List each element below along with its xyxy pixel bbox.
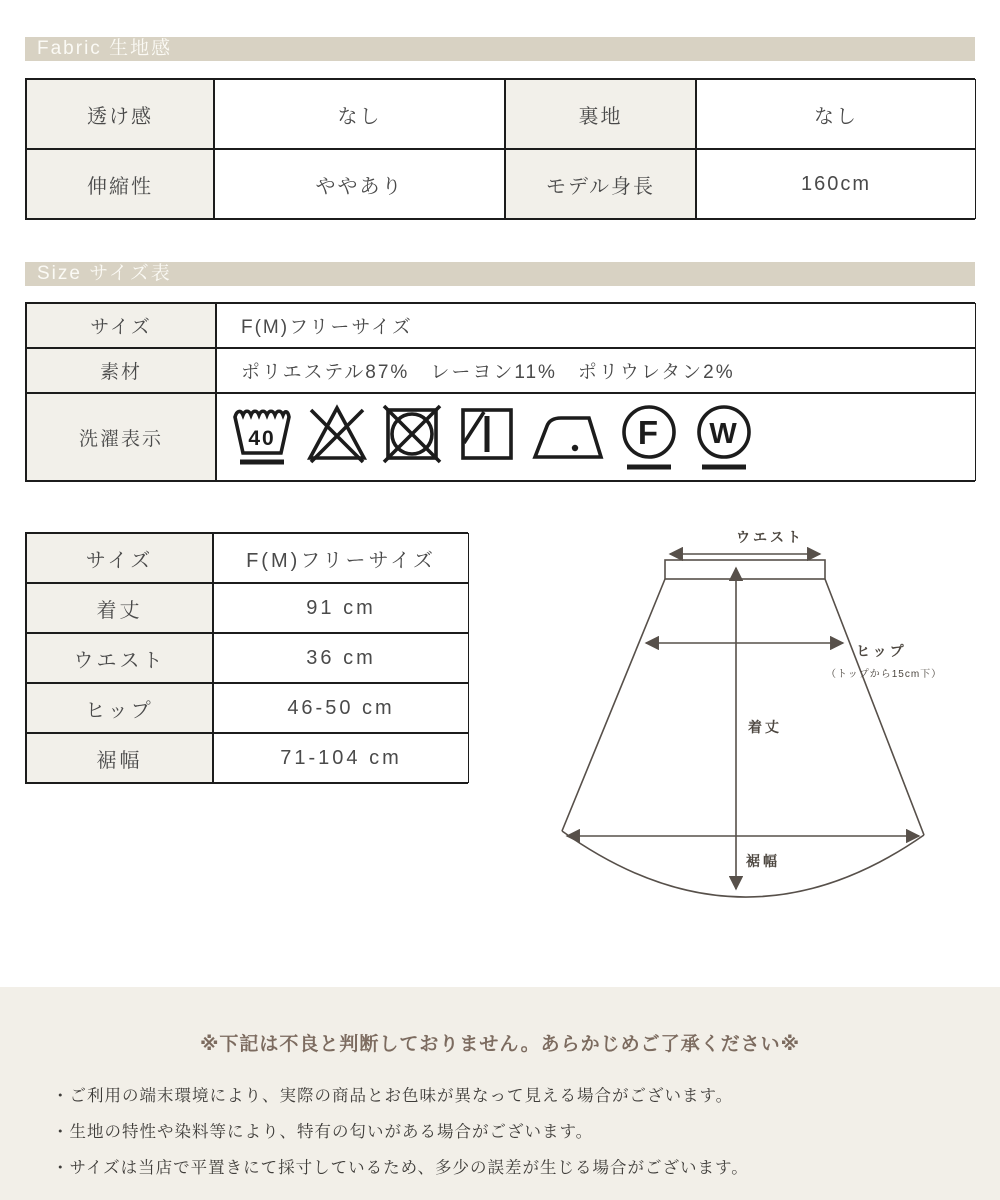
size-section-title: Size サイズ表 — [25, 262, 975, 286]
dry-clean-petroleum-gentle-icon — [618, 401, 680, 473]
diagram-hip-note: （トップから15cm下） — [826, 669, 943, 680]
measure-value-size: F(M)フリーサイズ — [213, 533, 469, 583]
measure-label-hip: ヒップ — [26, 683, 213, 733]
fabric-value-lining: なし — [696, 79, 976, 149]
fabric-value-sheerness: なし — [214, 79, 505, 149]
measure-label-waist: ウエスト — [26, 633, 213, 683]
measure-label-size: サイズ — [26, 533, 213, 583]
fabric-section-title: Fabric 生地感 — [25, 37, 975, 61]
disclaimer-list — [0, 1082, 1000, 1178]
do-not-bleach-icon — [306, 401, 368, 473]
disclaimer-heading: ※下記は不良と判断しておりません。あらかじめご了承ください※ — [199, 1034, 801, 1055]
size-info-table — [25, 302, 975, 482]
diagram-hip-label: ヒップ — [856, 643, 907, 659]
fabric-table — [25, 78, 975, 220]
measure-label-hem: 裾幅 — [26, 733, 213, 783]
disclaimer-section — [0, 987, 1000, 1200]
material-value: ポリエステル87% レーヨン11% ポリウレタン2% — [216, 348, 976, 393]
svg-text:40: 40 — [248, 427, 276, 450]
line-dry-in-shade-icon — [456, 401, 518, 473]
fabric-label-lining: 裏地 — [505, 79, 696, 149]
size-label: サイズ — [26, 303, 216, 348]
fabric-label-stretch: 伸縮性 — [26, 149, 214, 219]
disclaimer-item: ・ご利用の端末環境により、実際の商品とお色味が異なって見える場合がございます。 — [52, 1087, 734, 1105]
size-value: F(M)フリーサイズ — [216, 303, 976, 348]
diagram-waist-label: ウエスト — [736, 529, 804, 545]
svg-text:F: F — [637, 414, 661, 451]
diagram-hem-label: 裾幅 — [746, 853, 780, 869]
wash-40-gentle-icon — [231, 401, 293, 473]
fabric-value-model-height: 160cm — [696, 149, 976, 219]
care-symbols-cell — [216, 393, 976, 481]
measure-value-hem: 71-104 cm — [213, 733, 469, 783]
fabric-value-stretch: ややあり — [214, 149, 505, 219]
iron-low-heat-icon — [531, 401, 605, 473]
svg-text:W: W — [709, 418, 739, 450]
measure-value-waist: 36 cm — [213, 633, 469, 683]
measure-value-length: 91 cm — [213, 583, 469, 633]
care-icons-row — [217, 401, 975, 473]
disclaimer-item: ・サイズは当店で平置きにて採寸しているため、多少の誤差が生じる場合がございます。 — [52, 1159, 749, 1177]
do-not-tumble-dry-icon — [381, 401, 443, 473]
wet-clean-gentle-icon — [693, 401, 755, 473]
disclaimer-item: ・生地の特性や染料等により、特有の匂いがある場合がございます。 — [52, 1123, 594, 1141]
fabric-label-model-height: モデル身長 — [505, 149, 696, 219]
measure-value-hip: 46-50 cm — [213, 683, 469, 733]
care-label: 洗濯表示 — [26, 393, 216, 481]
diagram-length-label: 着丈 — [748, 719, 782, 735]
fabric-label-sheerness: 透け感 — [26, 79, 214, 149]
skirt-measurement-diagram — [540, 515, 980, 915]
measure-label-length: 着丈 — [26, 583, 213, 633]
measurement-table — [25, 532, 468, 784]
material-label: 素材 — [26, 348, 216, 393]
